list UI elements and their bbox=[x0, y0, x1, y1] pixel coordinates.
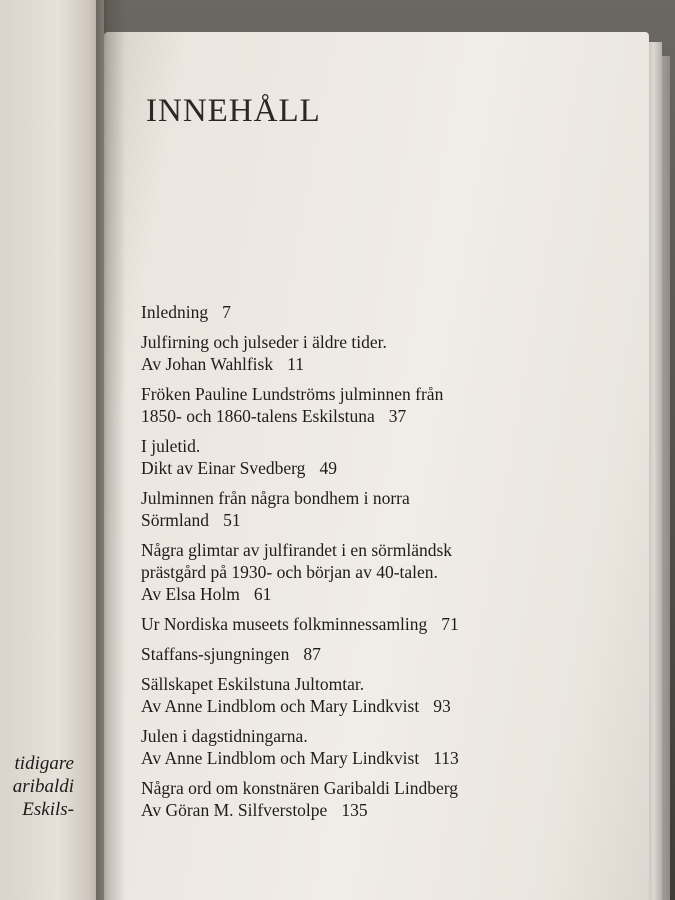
toc-page-number: 113 bbox=[433, 748, 459, 768]
toc-entry-text: Av Anne Lindblom och Mary Lindkvist bbox=[141, 696, 420, 716]
page-edge bbox=[648, 42, 662, 900]
toc-entry-text: Julfirning och julseder i äldre tider. bbox=[141, 332, 387, 352]
toc-entry-text: prästgård på 1930- och början av 40-talen. bbox=[141, 562, 438, 582]
toc-entry-text: Ur Nordiska museets folkminnessamling bbox=[141, 614, 428, 634]
toc-entry-line bbox=[141, 695, 641, 717]
toc-entry-text: Av Johan Wahlfisk bbox=[141, 354, 274, 374]
toc-entry-text: Sällskapet Eskilstuna Jultomtar. bbox=[141, 674, 365, 694]
toc-entry-line bbox=[141, 777, 641, 799]
toc-entry-line bbox=[141, 799, 641, 821]
toc-entry bbox=[141, 301, 641, 323]
toc-entry-line bbox=[141, 613, 641, 635]
left-page-text bbox=[13, 752, 74, 821]
toc-entry-line bbox=[141, 747, 641, 769]
toc-entry-line bbox=[141, 725, 641, 747]
toc-page-number: 135 bbox=[341, 800, 368, 820]
toc-entry-text: Inledning bbox=[141, 302, 209, 322]
toc-entry-line bbox=[141, 435, 641, 457]
toc-entry-text: Av Anne Lindblom och Mary Lindkvist bbox=[141, 748, 420, 768]
toc-entry-line bbox=[141, 331, 641, 353]
toc-entry-text: Några glimtar av julfirandet i en sörmländsk bbox=[141, 540, 453, 560]
toc-entry-line bbox=[141, 383, 641, 405]
book-gutter-shadow bbox=[96, 0, 126, 900]
toc-entry-line bbox=[141, 405, 641, 427]
toc-entry-line bbox=[141, 643, 641, 665]
left-page-line: Eskils- bbox=[22, 799, 74, 820]
toc-page-number: 61 bbox=[253, 584, 272, 604]
toc-entry-text: Julen i dagstidningarna. bbox=[141, 726, 308, 746]
toc-entry bbox=[141, 487, 641, 531]
toc-entry-line bbox=[141, 539, 641, 561]
toc-entry-text: Dikt av Einar Svedberg bbox=[141, 458, 306, 478]
toc-entry bbox=[141, 613, 641, 635]
left-page-line: aribaldi bbox=[12, 776, 74, 797]
toc-entry bbox=[141, 673, 641, 717]
toc-page-number: 7 bbox=[222, 302, 231, 322]
toc-entry-text: 1850- och 1860-talens Eskilstuna bbox=[141, 406, 375, 426]
toc-page-number: 51 bbox=[223, 510, 241, 530]
left-page-line: tidigare bbox=[14, 753, 74, 774]
toc-entry bbox=[141, 643, 641, 665]
page-title: INNEHÅLL bbox=[146, 93, 321, 129]
toc-entry bbox=[141, 725, 641, 769]
toc-entry-text: Av Göran M. Silfverstolpe bbox=[141, 800, 328, 820]
toc-entry-text: Av Elsa Holm bbox=[141, 584, 240, 604]
toc-entry bbox=[141, 331, 641, 375]
toc-entry-text: Julminnen från några bondhem i norra bbox=[141, 488, 410, 508]
toc-page-number: 37 bbox=[388, 406, 407, 426]
toc-entry-line bbox=[141, 353, 641, 375]
toc-entry-line bbox=[141, 301, 641, 323]
toc-entry-text: Sörmland bbox=[141, 510, 210, 530]
toc-entry-line bbox=[141, 583, 641, 605]
toc-entry-text: Några ord om konstnären Garibaldi Lindberg bbox=[141, 778, 459, 798]
toc-entry bbox=[141, 383, 641, 427]
toc-entry-line bbox=[141, 673, 641, 695]
toc-page-number: 11 bbox=[287, 354, 304, 374]
toc-entry-text: Fröken Pauline Lundströms julminnen från bbox=[141, 384, 444, 404]
toc-entry-line bbox=[141, 561, 641, 583]
toc-page-number: 49 bbox=[319, 458, 337, 478]
toc-entry-line bbox=[141, 457, 641, 479]
toc-entry-text: I juletid. bbox=[141, 436, 201, 456]
toc-page-number: 93 bbox=[433, 696, 451, 716]
toc-entry bbox=[141, 435, 641, 479]
toc-entry-line bbox=[141, 509, 641, 531]
toc-entry-text: Staffans-sjungningen bbox=[141, 644, 290, 664]
left-page bbox=[0, 0, 104, 900]
toc-page-number: 71 bbox=[441, 614, 459, 634]
toc-entry bbox=[141, 777, 641, 821]
toc-entry bbox=[141, 539, 641, 605]
toc-entry-line bbox=[141, 487, 641, 509]
table-of-contents bbox=[141, 301, 641, 829]
toc-page-number: 87 bbox=[303, 644, 321, 664]
